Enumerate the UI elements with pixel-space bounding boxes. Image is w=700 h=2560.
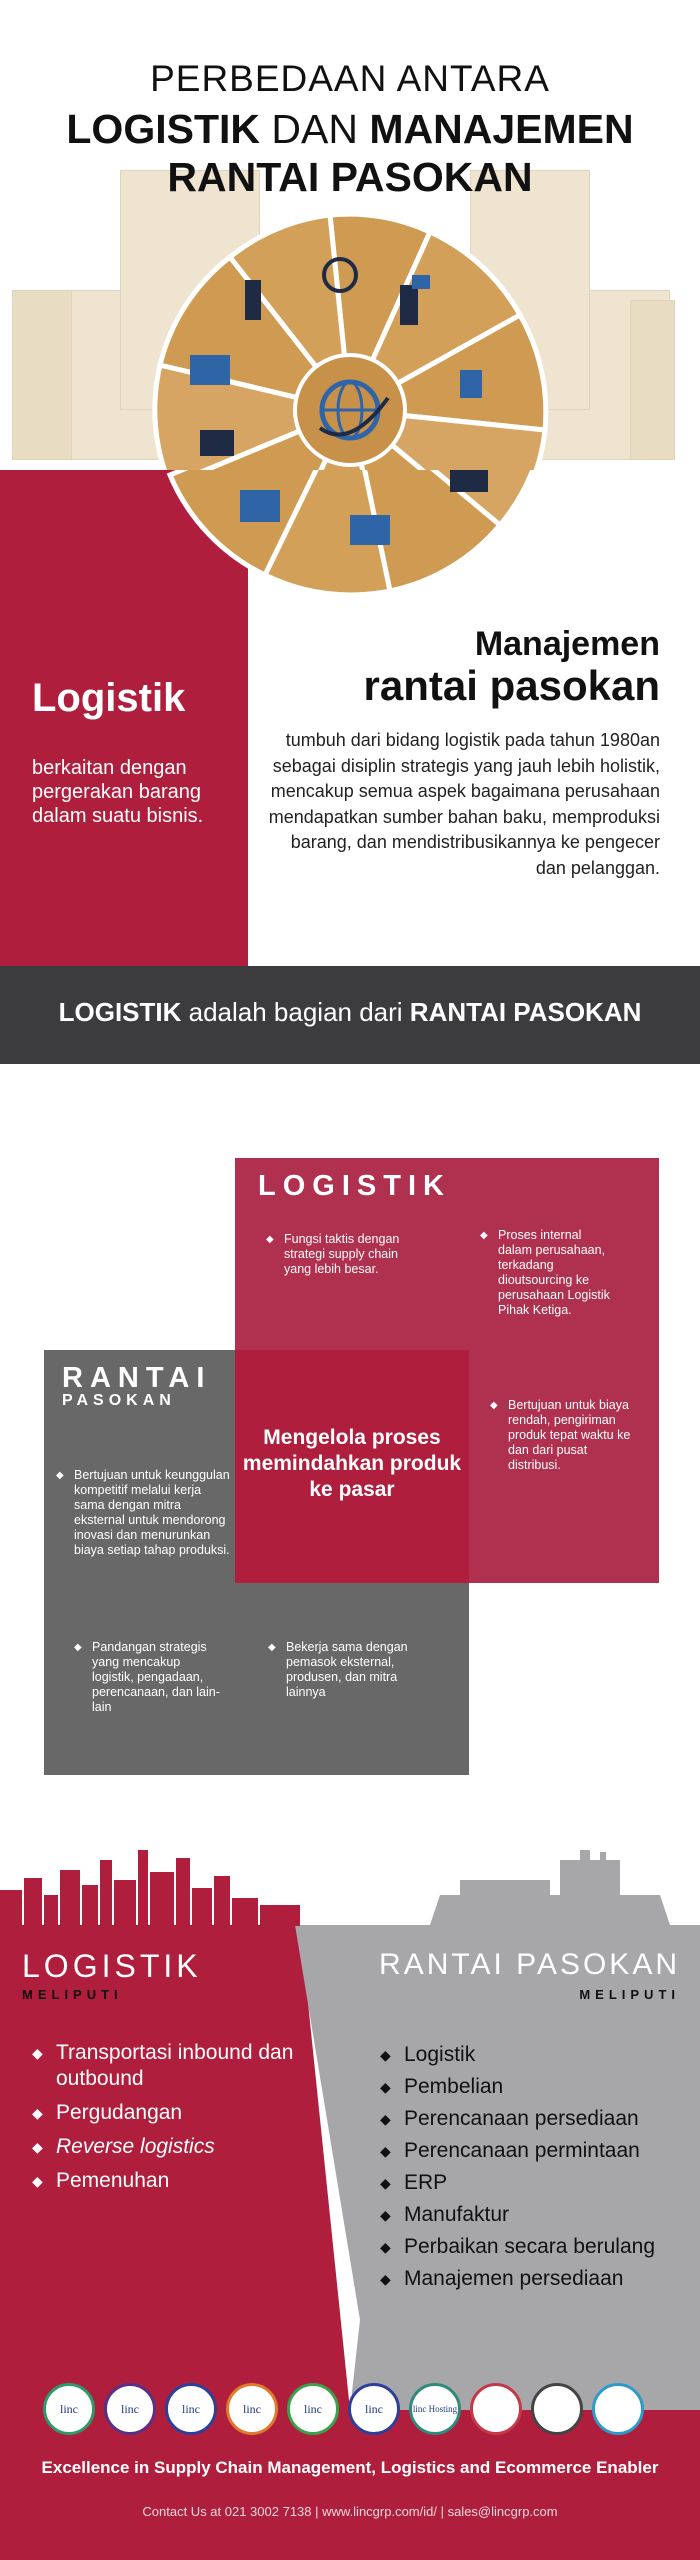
logistik-box-heading: LOGISTIK — [258, 1170, 451, 1202]
logistik-description: berkaitan dengan pergerakan barang dalam suatu bisnis. — [32, 757, 204, 827]
footer-tagline: Excellence in Supply Chain Management, Logistics and Ecommerce Enabler — [41, 2458, 659, 2477]
rantai-box-heading-line-2: PASOKAN — [62, 1392, 176, 1409]
banner-logistik: LOGISTIK — [58, 997, 182, 1027]
list-item: ◆ ERP — [404, 2170, 694, 2196]
banner-middle: adalah bagian dari — [181, 997, 410, 1027]
linc-logo[interactable]: linc — [287, 2383, 339, 2435]
wheel-overlay-bottom — [140, 470, 560, 610]
rantai-point: ◆ Bertujuan untuk keunggulan kompetitif melalui kerja sama dengan mitra eksternal untuk mendorong inovasi dan menurunkan biaya setiap tahap produksi. — [74, 1468, 234, 1558]
background-box — [630, 300, 675, 460]
cardboard-wheel-illustration — [140, 210, 560, 470]
rantai-point: ◆ Bekerja sama dengan pemasok eksternal, produsen, dan mitra lainnya — [286, 1640, 416, 1700]
hand-truck-icon — [460, 370, 482, 398]
list-item: ◆ Manufaktur — [404, 2202, 694, 2228]
list-item: ◆ Reverse logistics — [56, 2134, 316, 2160]
rantai-box-heading-line-1: RANTAI — [62, 1362, 212, 1394]
barcode-icon — [200, 430, 234, 456]
list-item: ◆ Perencanaan permintaan — [404, 2138, 694, 2164]
meliputi-rantai-subtitle: MELIPUTI — [579, 1987, 680, 2002]
title-logistik: LOGISTIK — [66, 106, 260, 152]
title-manajemen: MANAJEMEN — [369, 106, 634, 152]
rantai-point: ◆ Pandangan strategis yang mencakup logistik, pengadaan, perencanaan, dan lain-lain — [92, 1640, 222, 1715]
title-line-1: PERBEDAAN ANTARA — [150, 58, 550, 99]
linc-logo[interactable]: linc — [226, 2383, 278, 2435]
footer-contact[interactable]: Contact Us at 021 3002 7138 | www.lincgrp.com/id/ | sales@lincgrp.com — [142, 2504, 558, 2519]
summary-banner-text — [0, 997, 700, 1028]
linc-logo[interactable]: linc — [43, 2383, 95, 2435]
scm-heading-line-1: Manajemen — [474, 625, 660, 663]
linc-logo[interactable]: linc — [348, 2383, 400, 2435]
list-item: ◆ Pergudangan — [56, 2100, 316, 2126]
meliputi-logistik-title: LOGISTIK — [22, 1948, 202, 1984]
title-line-3: RANTAI PASOKAN — [167, 154, 533, 200]
scm-description: tumbuh dari bidang logistik pada tahun 1980an sebagai disiplin strategis yang jauh lebih holistik, mencakup semua aspek bagaimana perusahaan mendapatkan sumber bahan baku, memproduksi barang, dan mendistribusikannya ke pengecer dan pelanggan. — [268, 730, 660, 878]
logistik-heading: Logistik — [32, 676, 186, 720]
list-item: ◆ Manajemen persediaan — [404, 2266, 694, 2292]
list-item: ◆ Pemenuhan — [56, 2168, 316, 2194]
linc-hosting-logo[interactable]: linc Hosting — [409, 2383, 461, 2435]
list-item: ◆ Perencanaan persediaan — [404, 2106, 694, 2132]
logistik-point: ◆ Proses internal dalam perusahaan, terkadang dioutsourcing ke perusahaan Logistik Pihak Ketiga. — [498, 1228, 618, 1318]
list-item: ◆ Logistik — [404, 2042, 694, 2068]
list-item: ◆ Pembelian — [404, 2074, 694, 2100]
linc-logo[interactable]: linc — [165, 2383, 217, 2435]
meliputi-rantai-title: RANTAI PASOKAN — [379, 1948, 680, 1981]
list-item: ◆ Perbaikan secara berulang — [404, 2234, 694, 2260]
rantai-items-list — [404, 2042, 694, 2298]
worker-carrying-box-icon — [400, 285, 418, 325]
title-dan: DAN — [260, 106, 370, 152]
partner-logo-strip — [0, 2375, 700, 2445]
list-item: ◆ Transportasi inbound dan outbound — [56, 2040, 316, 2092]
container-icon — [190, 355, 230, 385]
partner-logo[interactable] — [592, 2383, 644, 2435]
banner-rantai-pasokan: RANTAI PASOKAN — [409, 997, 642, 1027]
partner-logo[interactable] — [531, 2383, 583, 2435]
header-section — [0, 0, 700, 470]
delivery-man-icon — [245, 280, 261, 320]
partner-logo[interactable] — [470, 2383, 522, 2435]
meliputi-logistik-subtitle: MELIPUTI — [22, 1987, 123, 2002]
logistik-point: ◆ Bertujuan untuk biaya rendah, pengiriman produk tepat waktu ke dan dari pusat distribusi. — [508, 1398, 638, 1473]
title-line-2 — [0, 106, 700, 153]
logistik-items-list — [56, 2040, 316, 2202]
logistik-point: ◆ Fungsi taktis dengan strategi supply chain yang lebih besar. — [284, 1232, 424, 1277]
scm-heading-line-2: rantai pasokan — [363, 662, 660, 709]
overlap-text: Mengelola proses memindahkan produk ke pasar — [242, 1426, 462, 1501]
linc-logo[interactable]: linc — [104, 2383, 156, 2435]
background-box — [12, 290, 72, 460]
